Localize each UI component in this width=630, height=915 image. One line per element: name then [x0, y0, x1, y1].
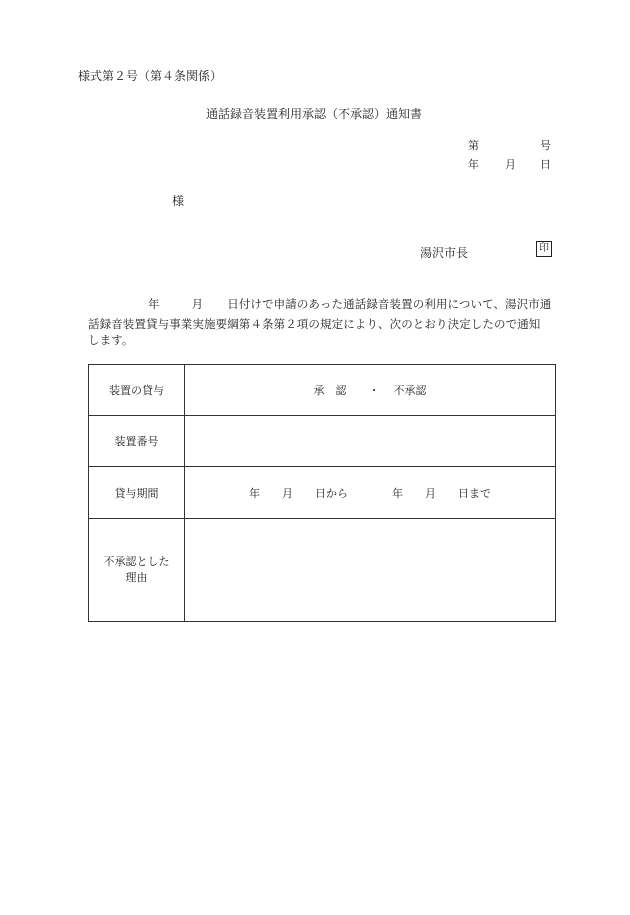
body-line-1 [88, 296, 551, 312]
recipient-honorific: 様 [172, 194, 185, 208]
reason-label-line-2: 理由 [125, 571, 148, 584]
date-day-label: 日 [540, 158, 551, 171]
table-row-device-number [89, 416, 556, 467]
body-line-1-text: 日付けで申請のあった通話録音装置の利用について、湯沢市通 [227, 297, 552, 311]
body-line-3: します。 [88, 333, 134, 347]
reason-value [185, 519, 556, 622]
to-year-label: 年 [392, 486, 403, 500]
approve-option: 承 認 [313, 384, 347, 397]
from-day-label: 日から [315, 486, 348, 500]
doc-number-prefix: 第 [468, 139, 479, 152]
reason-label [89, 519, 185, 622]
seal-mark: 印 [536, 241, 552, 257]
lending-value [185, 365, 556, 416]
lending-period-label: 貸与期間 [89, 467, 185, 519]
document-title: 通話録音装置利用承認（不承認）通知書 [206, 107, 423, 121]
to-month-label: 月 [425, 486, 436, 500]
lending-label: 装置の貸与 [89, 365, 185, 416]
table-row-reason [89, 519, 556, 622]
to-day-label: 日まで [458, 486, 491, 500]
body-year-label: 年 [148, 297, 160, 311]
form-number: 様式第２号（第４条関係） [78, 69, 223, 83]
lending-period-value [185, 467, 556, 519]
date-month-label: 月 [505, 158, 516, 171]
body-month-label: 月 [191, 297, 204, 311]
decision-table [88, 364, 556, 622]
date-year-label: 年 [468, 158, 479, 171]
from-year-label: 年 [249, 486, 260, 500]
option-separator: ・ [368, 384, 380, 397]
from-month-label: 月 [282, 486, 293, 500]
body-line-2: 話録音装置貸与事業実施要綱第４条第２項の規定により、次のとおり決定したので通知 [88, 317, 541, 331]
reject-option: 不承認 [393, 384, 427, 397]
table-row-lending-period [89, 467, 556, 519]
reason-label-line-1: 不承認とした [103, 555, 170, 568]
sender-name: 湯沢市長 [420, 246, 469, 260]
doc-number-suffix: 号 [540, 139, 551, 152]
device-number-value [185, 416, 556, 467]
device-number-label: 装置番号 [89, 416, 185, 467]
table-row-lending [89, 365, 556, 416]
